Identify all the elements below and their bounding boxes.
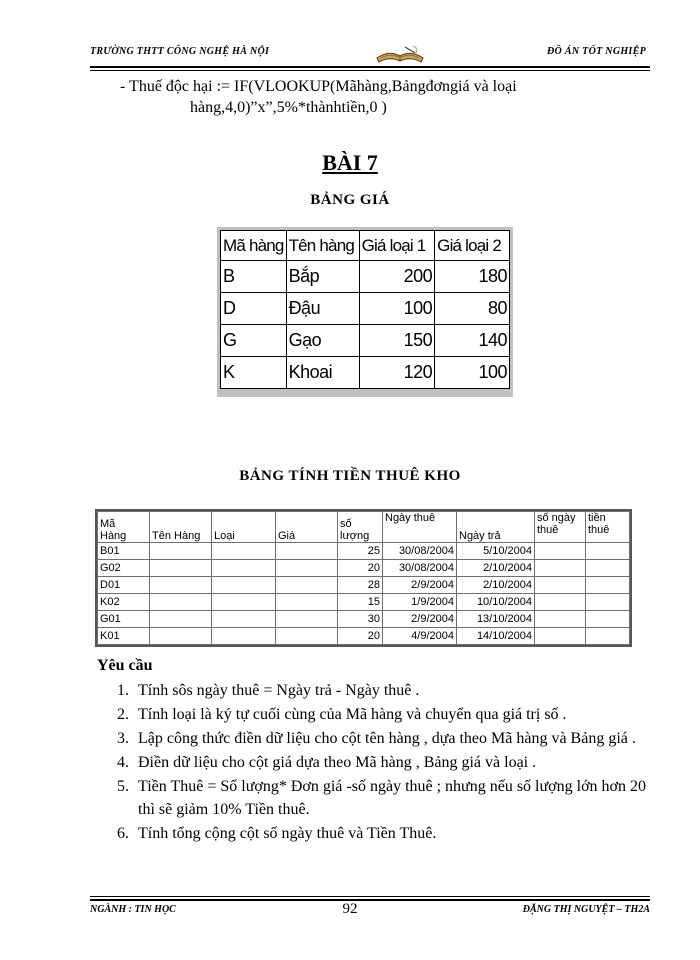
header-title: ĐỒ ÁN TỐT NGHIỆP — [547, 46, 646, 57]
table-row — [98, 560, 630, 577]
cell — [212, 611, 276, 628]
cell: Gạo — [286, 325, 359, 357]
cell: 140 — [435, 325, 510, 357]
cell: G — [221, 325, 287, 357]
cell — [535, 611, 586, 628]
page-number: 92 — [342, 901, 358, 917]
cell: G01 — [98, 611, 150, 628]
cell: 15 — [338, 594, 383, 611]
header-cell: Giá loại 1 — [359, 231, 435, 261]
cell: 2/10/2004 — [457, 560, 535, 577]
cell — [212, 543, 276, 560]
footer-major: NGÀNH : TIN HỌC — [90, 904, 176, 915]
cell: G02 — [98, 560, 150, 577]
header-cell: Tên hàng — [286, 231, 359, 261]
cell — [276, 611, 338, 628]
cell: Khoai — [286, 357, 359, 389]
requirements-list — [97, 679, 657, 846]
cell — [150, 594, 212, 611]
list-item: 2. Tính loại là ký tự cuối cùng của Mã hàng và chuyển qua giá trị số . — [117, 706, 567, 723]
table-row — [98, 628, 630, 645]
cell: B — [221, 261, 287, 293]
header-rule-thin — [90, 70, 650, 71]
table-row — [98, 594, 630, 611]
open-book-icon — [375, 44, 425, 66]
header-cell: tiền thuê — [586, 512, 630, 543]
cell — [150, 560, 212, 577]
cell: 100 — [435, 357, 510, 389]
cell — [586, 628, 630, 645]
header-cell: số ngày thuê — [535, 512, 586, 543]
table-row — [221, 325, 510, 357]
list-item: 3. Lập công thức điền dữ liệu cho cột tên hàng , dựa theo Mã hàng và Bảng giá . — [117, 730, 636, 747]
cell: K02 — [98, 594, 150, 611]
cell — [150, 611, 212, 628]
list-item: 4. Điền dữ liệu cho cột giá dựa theo Mã hàng , Bảng giá và loại . — [117, 754, 537, 771]
cell: 2/9/2004 — [383, 611, 457, 628]
cell: 4/9/2004 — [383, 628, 457, 645]
header-cell: Ngày thuê — [383, 512, 457, 543]
table-row — [98, 611, 630, 628]
cell — [586, 611, 630, 628]
table-row — [221, 293, 510, 325]
table-row — [221, 357, 510, 389]
table-header-row — [98, 512, 630, 543]
header-cell: Mã Hàng — [98, 512, 150, 543]
list-item: 6. Tính tổng cộng cột số ngày thuê và Tiền Thuê. — [117, 825, 437, 842]
cell — [586, 543, 630, 560]
cell: 14/10/2004 — [457, 628, 535, 645]
cell — [150, 543, 212, 560]
price-table-title: BẢNG GIÁ — [310, 192, 390, 208]
cell: 20 — [338, 628, 383, 645]
formula-text — [120, 76, 517, 118]
cell — [212, 628, 276, 645]
cell: D — [221, 293, 287, 325]
cell — [586, 594, 630, 611]
price-table — [220, 230, 510, 389]
header-cell: Mã hàng — [221, 231, 287, 261]
formula-line-1: - Thuế độc hại := IF(VLOOKUP(Mãhàng,Bảngđơngiá và loại — [120, 78, 517, 95]
cell: 120 — [359, 357, 435, 389]
cell — [535, 543, 586, 560]
cell: 200 — [359, 261, 435, 293]
cell: D01 — [98, 577, 150, 594]
cell: 2/10/2004 — [457, 577, 535, 594]
cell: Đậu — [286, 293, 359, 325]
header-cell: Giá loại 2 — [435, 231, 510, 261]
cell — [276, 594, 338, 611]
cell — [535, 594, 586, 611]
table-header-row — [221, 231, 510, 261]
header-cell: Ngày trả — [457, 512, 535, 543]
rental-table — [97, 511, 630, 645]
list-item: 1. Tính sôs ngày thuê = Ngày trả - Ngày thuê . — [117, 682, 420, 699]
table-row — [98, 543, 630, 560]
header-cell: Loại — [212, 512, 276, 543]
rental-table-title: BẢNG TÍNH TIỀN THUÊ KHO — [239, 468, 461, 484]
cell — [535, 628, 586, 645]
cell: Bắp — [286, 261, 359, 293]
cell: 1/9/2004 — [383, 594, 457, 611]
list-item: 5. Tiền Thuê = Số lượng* Đơn giá -số ngày thuê ; nhưng nếu số lượng lớn hơn 20 thì sẽ giảm 10% Tiền thuê. — [117, 778, 646, 818]
cell — [212, 594, 276, 611]
cell — [276, 577, 338, 594]
cell — [150, 628, 212, 645]
cell — [276, 628, 338, 645]
cell: 180 — [435, 261, 510, 293]
cell — [212, 560, 276, 577]
cell: 30/08/2004 — [383, 560, 457, 577]
table-row — [221, 261, 510, 293]
header-cell: Giá — [276, 512, 338, 543]
cell: K01 — [98, 628, 150, 645]
cell — [586, 560, 630, 577]
cell: 30 — [338, 611, 383, 628]
cell: 100 — [359, 293, 435, 325]
formula-line-2: hàng,4,0)”x”,5%*thànhtiền,0 ) — [190, 99, 387, 116]
footer-author: ĐẶNG THỊ NGUYỆT – TH2A — [522, 904, 650, 915]
cell: 2/9/2004 — [383, 577, 457, 594]
cell: 28 — [338, 577, 383, 594]
footer-rule-thin — [90, 896, 650, 897]
requirements-title: Yêu cầu — [97, 657, 153, 674]
cell — [276, 543, 338, 560]
cell: 20 — [338, 560, 383, 577]
cell — [535, 577, 586, 594]
cell: 80 — [435, 293, 510, 325]
table-row — [98, 577, 630, 594]
cell: 5/10/2004 — [457, 543, 535, 560]
cell — [535, 560, 586, 577]
cell: 150 — [359, 325, 435, 357]
cell: 13/10/2004 — [457, 611, 535, 628]
header-cell: số lượng — [338, 512, 383, 543]
header-cell: Tên Hàng — [150, 512, 212, 543]
cell: K — [221, 357, 287, 389]
cell — [212, 577, 276, 594]
cell — [150, 577, 212, 594]
cell: 10/10/2004 — [457, 594, 535, 611]
cell: 25 — [338, 543, 383, 560]
cell: 30/08/2004 — [383, 543, 457, 560]
price-table-frame — [217, 227, 513, 397]
cell: B01 — [98, 543, 150, 560]
exercise-title: BÀI 7 — [322, 150, 378, 175]
cell — [586, 577, 630, 594]
page-header — [90, 42, 650, 64]
header-rule — [90, 66, 650, 68]
cell — [276, 560, 338, 577]
header-school: TRƯỜNG THTT CÔNG NGHỆ HÀ NỘI — [90, 46, 270, 57]
